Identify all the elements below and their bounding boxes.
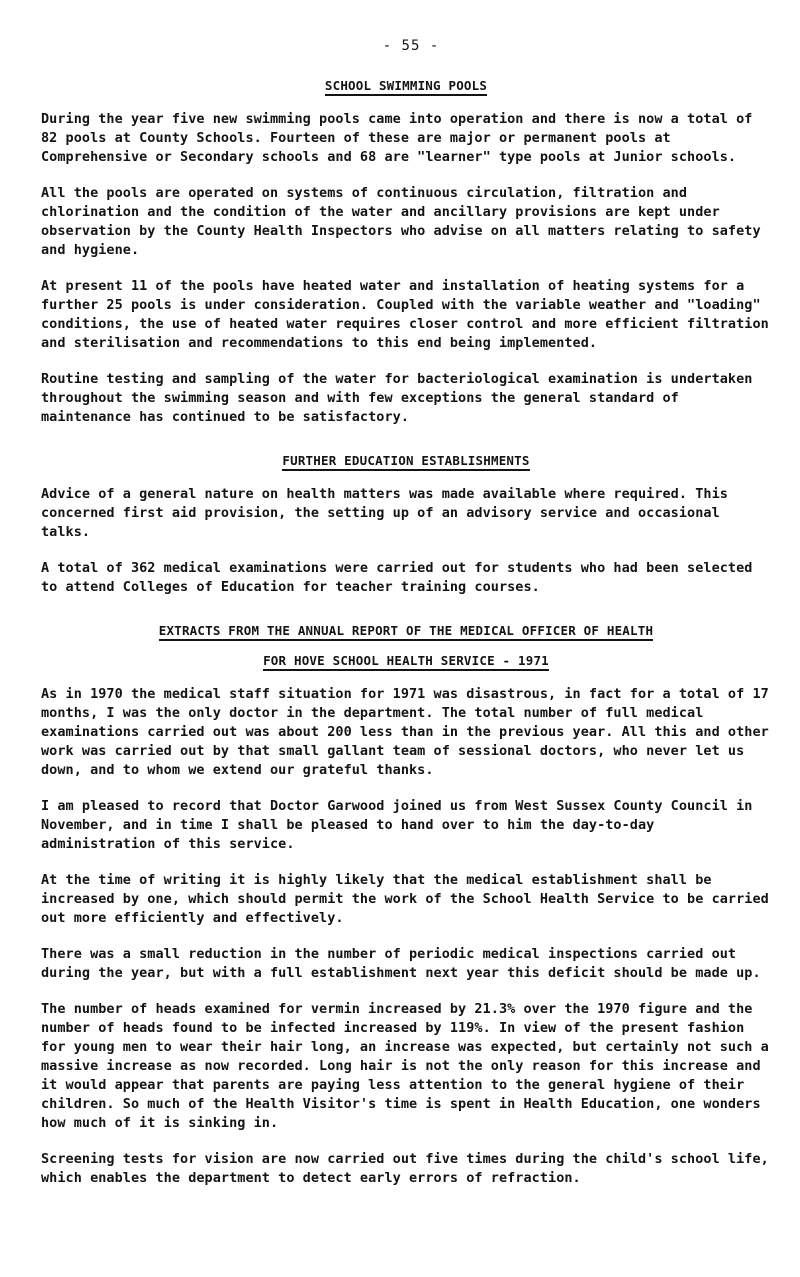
paragraph: During the year five new swimming pools came into operation and there is now a total of 82 pools at County Schools. Fourteen of these are major or permanent pools at Comprehensive or Secondary schools and 68 are "learner" type pools at Junior schools. — [41, 111, 753, 165]
section-heading-extracts — [41, 623, 771, 638]
paragraph: I am pleased to record that Doctor Garwood joined us from West Sussex County Council in November, and in time I shall be pleased to hand over to him the day-to-day administration of this service. — [41, 798, 753, 852]
paragraph: At the time of writing it is highly likely that the medical establishment shall be increased by one, which should permit the work of the School Health Service to be carried out more efficiently and effectively. — [41, 872, 769, 926]
page-number: - 55 - — [382, 38, 440, 54]
paragraph: As in 1970 the medical staff situation for 1971 was disastrous, in fact for a total of 17 months, I was the only doctor in the department. The total number of full medical examinations carried out was about 200 less than in the previous year. All this and other work was carried out by that small gallant team of sessional doctors, who never let us down, and to whom we extend our grateful thanks. — [41, 686, 769, 778]
paragraph: There was a small reduction in the number of periodic medical inspections carried out during the year, but with a full establishment next year this deficit should be made up. — [41, 946, 761, 981]
paragraph: All the pools are operated on systems of continuous circulation, filtration and chlorination and the condition of the water and ancillary provisions are kept under observation by the County Health Inspectors who advise on all matters relating to safety and hygiene. — [41, 185, 761, 258]
section-subheading-hove — [41, 653, 771, 668]
paragraph: At present 11 of the pools have heated water and installation of heating systems for a further 25 pools is under consideration. Coupled with the variable weather and "loading" conditions, the use of heated water requires closer control and more efficient filtration and sterilisation and recommendations to this end being implemented. — [41, 278, 769, 351]
section-heading-swimming — [41, 78, 771, 93]
paragraph: The number of heads examined for vermin increased by 21.3% over the 1970 figure and the number of heads found to be infected increased by 119%. In view of the present fashion for young men to wear their hair long, an increase was expected, but certainly not such a massive increase as now recorded. Long hair is not the only reason for this increase and it would appear that parents are paying less attention to the general hygiene of their children. So much of the Health Visitor's time is spent in Health Education, one wonders how much of it is sinking in. — [41, 1001, 769, 1131]
section-title: FURTHER EDUCATION ESTABLISHMENTS — [282, 453, 529, 471]
paragraph: Routine testing and sampling of the water for bacteriological examination is undertaken throughout the swimming season and with few exceptions the general standard of maintenance has continued to be satisfactory. — [41, 371, 753, 425]
section-heading-further-education — [41, 453, 771, 468]
paragraph: Advice of a general nature on health matters was made available where required. This concerned first aid provision, the setting up of an advisory service and occasional talks. — [41, 486, 728, 540]
paragraph: Screening tests for vision are now carried out five times during the child's school life, which enables the department to detect early errors of refraction. — [41, 1151, 769, 1186]
section-subtitle: FOR HOVE SCHOOL HEALTH SERVICE - 1971 — [263, 653, 549, 671]
section-title: SCHOOL SWIMMING POOLS — [325, 78, 487, 96]
paragraph: A total of 362 medical examinations were carried out for students who had been selected to attend Colleges of Education for teacher training courses. — [41, 560, 753, 595]
section-title: EXTRACTS FROM THE ANNUAL REPORT OF THE MEDICAL OFFICER OF HEALTH — [159, 623, 653, 641]
document-page — [41, 38, 771, 1205]
